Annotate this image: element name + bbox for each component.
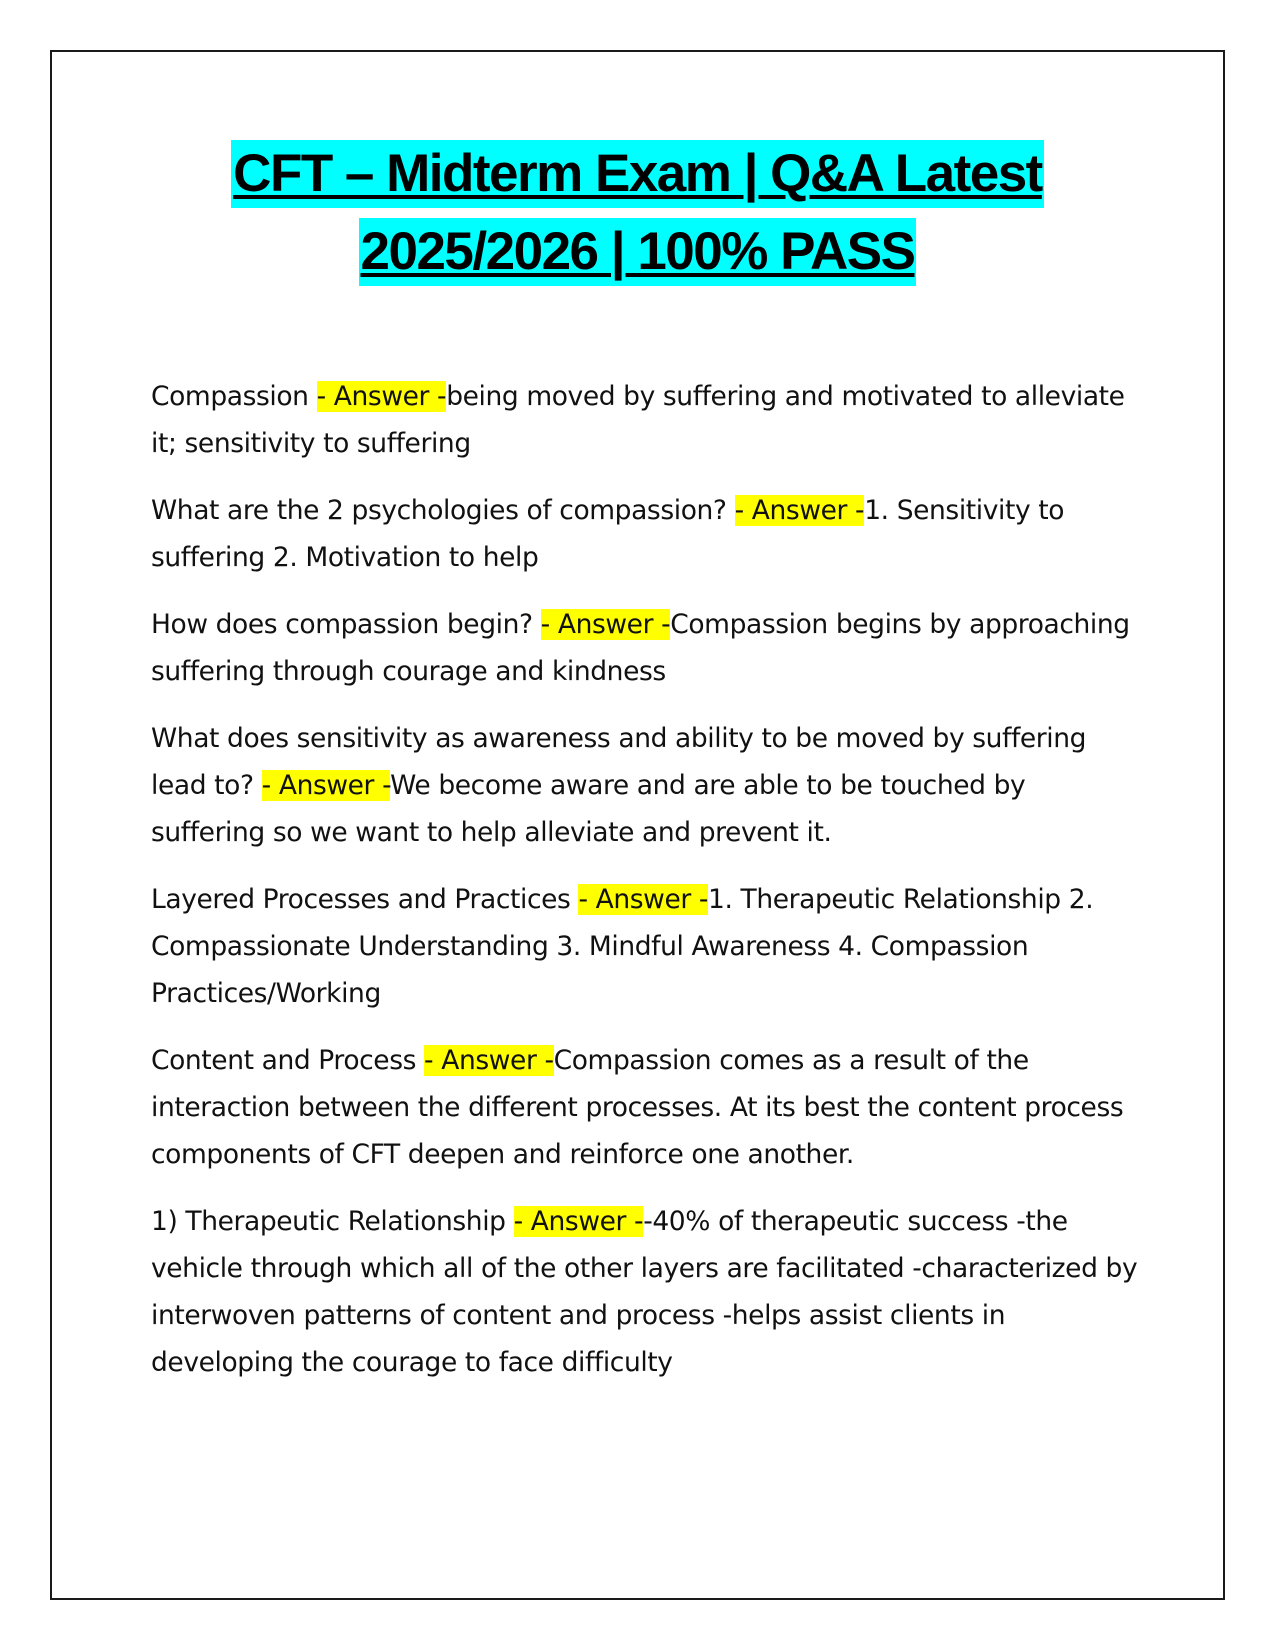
answer-marker: - Answer - bbox=[316, 381, 447, 412]
qa-item bbox=[151, 1198, 1141, 1386]
answer-marker: - Answer - bbox=[424, 1045, 554, 1076]
question-text: Content and Process bbox=[151, 1045, 425, 1076]
qa-item bbox=[151, 373, 1141, 467]
question-text: Compassion bbox=[151, 381, 317, 412]
answer-text: 1. Sensitivity to suffering 2. Motivation to help bbox=[151, 495, 1065, 573]
qa-item bbox=[151, 487, 1141, 581]
answer-text: 1. Therapeutic Relationship 2. Compassionate Understanding 3. Mindful Awareness 4. Compassion Practices/Working bbox=[151, 884, 1094, 1009]
question-text: What does sensitivity as awareness and ability to be moved by suffering lead to? bbox=[151, 723, 1087, 801]
qa-item bbox=[151, 715, 1141, 856]
qa-list bbox=[151, 373, 1141, 1406]
answer-marker: - Answer - bbox=[734, 495, 865, 526]
answer-text: -40% of therapeutic success -the vehicle through which all of the other layers are facilitated -characterized by interwoven patterns of content and process -helps assist clients in developing the courage to face difficulty bbox=[151, 1206, 1138, 1378]
qa-item bbox=[151, 601, 1141, 695]
document-title bbox=[50, 140, 1225, 296]
question-text: How does compassion begin? bbox=[151, 609, 541, 640]
answer-marker: - Answer - bbox=[578, 884, 709, 915]
qa-item bbox=[151, 876, 1141, 1017]
answer-text: being moved by suffering and motivated to alleviate it; sensitivity to suffering bbox=[151, 381, 1125, 459]
answer-marker: - Answer - bbox=[261, 770, 391, 801]
question-text: Layered Processes and Practices bbox=[151, 884, 579, 915]
question-text: What are the 2 psychologies of compassion? bbox=[151, 495, 735, 526]
answer-text: We become aware and are able to be touched by suffering so we want to help alleviate and prevent it. bbox=[151, 770, 1026, 848]
title-line-1: CFT – Midterm Exam | Q&A Latest bbox=[231, 140, 1044, 208]
answer-text: Compassion begins by approaching suffering through courage and kindness bbox=[151, 609, 1130, 687]
answer-marker: - Answer - bbox=[513, 1206, 644, 1237]
question-text: 1) Therapeutic Relationship bbox=[151, 1206, 514, 1237]
answer-text: Compassion comes as a result of the interaction between the different processes. At its best the content process components of CFT deepen and reinforce one another. bbox=[151, 1045, 1124, 1170]
qa-item bbox=[151, 1037, 1141, 1178]
answer-marker: - Answer - bbox=[540, 609, 671, 640]
title-line-2: 2025/2026 | 100% PASS bbox=[359, 218, 917, 286]
